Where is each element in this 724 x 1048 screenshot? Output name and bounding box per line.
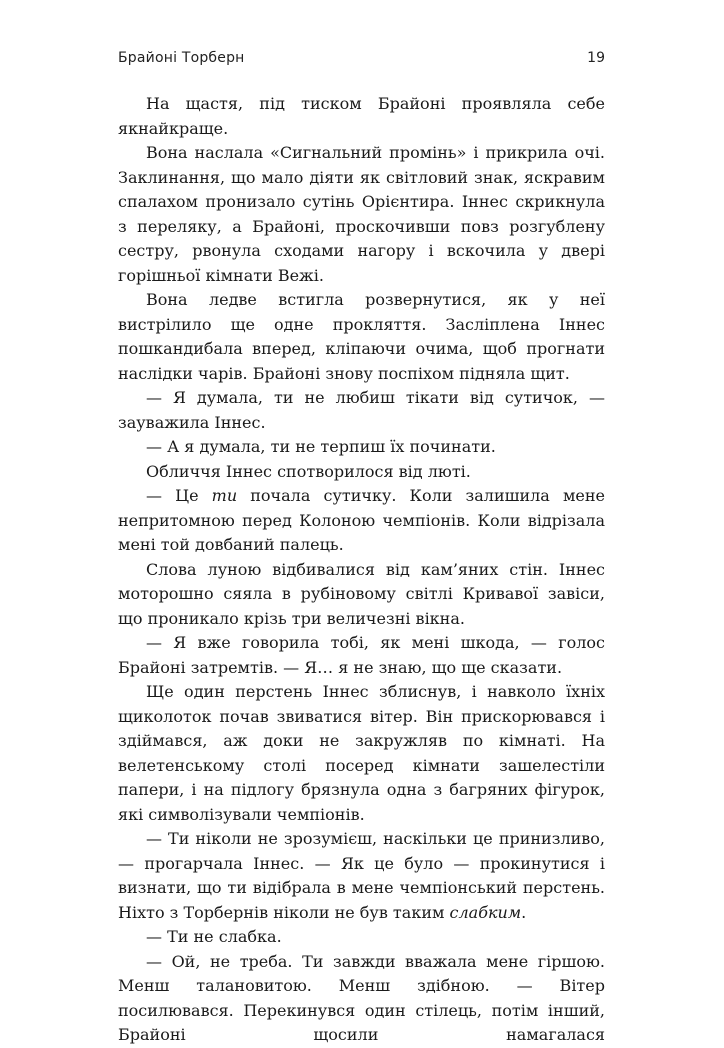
text-run: — А я думала, ти не терпиш їх починати. xyxy=(146,437,496,456)
text-run: . xyxy=(521,902,527,922)
running-head-author: Брайоні Торберн xyxy=(118,50,245,66)
paragraph xyxy=(118,92,605,141)
paragraph xyxy=(118,827,605,925)
running-head xyxy=(118,50,605,74)
text-run: — Це xyxy=(146,486,212,505)
paragraph xyxy=(118,288,605,386)
text-run: — Я вже говорила тобі, як мені шкода, — голос Брайоні затремтів. — Я… я не знаю, що ще сказати. xyxy=(118,633,605,677)
text-run: — Я думала, ти не любиш тікати від сутичок, — зауважила Іннес. xyxy=(118,388,605,432)
paragraph xyxy=(118,386,605,435)
paragraph xyxy=(118,925,605,950)
paragraph xyxy=(118,558,605,632)
text-run: На щастя, під тиском Брайоні проявляла себе якнайкраще. xyxy=(118,94,605,138)
paragraph xyxy=(118,484,605,558)
text-run: — Ой, не треба. Ти завжди вважала мене гіршою. Менш талановитою. Менш здібною. — Вітер посилювався. Перекинувся один стілець, потім інший, Брайоні щосили намагалася xyxy=(118,951,605,1044)
text-run: Слова луною відбивалися від кам’яних стін. Іннес моторошно сяяла в рубіновому світлі Кривавої завіси, що проникало крізь три величезні вікна. xyxy=(118,559,605,628)
paragraph xyxy=(118,435,605,460)
paragraph xyxy=(118,141,605,288)
paragraph xyxy=(118,680,605,827)
emphasis-text: ти xyxy=(211,486,238,505)
text-run: Ще один перстень Іннес зблиснув, і навколо їхніх щиколоток почав звиватися вітер. Він прискорювався і здіймався, аж доки не закружляв по кімнаті. На велетенському столі посеред кімнати зашелестіли папери, і на підлогу брязнула одна з багряних фігурок, які символізували чемпіонів. xyxy=(118,682,605,824)
text-run: почала сутичку. Коли залишила мене непритомною перед Колоною чемпіонів. Коли відрізала мені той довбаний палець. xyxy=(118,486,606,554)
paragraph xyxy=(118,631,605,680)
page-number: 19 xyxy=(587,50,605,66)
text-run: Вона ледве встигла розвернутися, як у неї вистрілило ще одне прокляття. Засліплена Іннес пошкандибала вперед, кліпаючи очима, щоб прогнати наслідки чарів. Брайоні знову поспіхом підняла щит. xyxy=(118,290,605,383)
text-run: Обличчя Іннес спотворилося від люті. xyxy=(146,461,471,481)
paragraph xyxy=(118,950,605,1048)
paragraph xyxy=(118,460,605,485)
emphasis-text: слабким xyxy=(449,902,522,922)
text-run: — Ти ніколи не зрозумієш, наскільки це принизливо, — прогарчала Іннес. — Як це було — прокинутися і визнати, що ти відібрала в мене чемпіонський перстень. Ніхто з Торбернів ніколи не був таким xyxy=(118,829,605,922)
body-text xyxy=(118,92,605,1048)
text-run: Вона наслала «Сигнальний промінь» і прикрила очі. Заклинання, що мало діяти як світловий знак, яскравим спалахом пронизало сутінь Орієнтира. Іннес скрикнула з переляку, а Брайоні, проскочивши повз розгублену сестру, рвонула сходами нагору і вскочила у двері горішньої кімнати Вежі. xyxy=(118,143,605,285)
text-run: — Ти не слабка. xyxy=(146,927,282,946)
